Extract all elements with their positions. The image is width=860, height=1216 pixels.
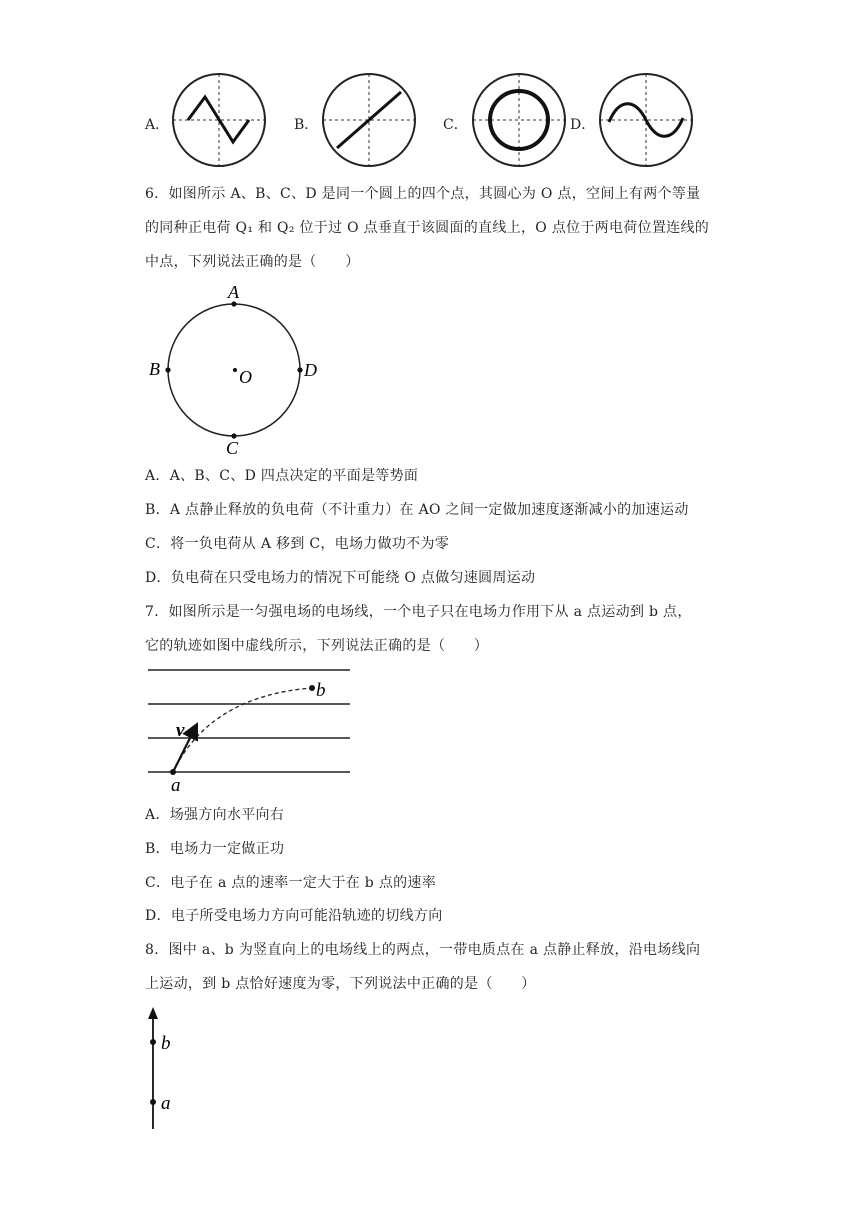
q8-label-b: b bbox=[161, 1033, 171, 1054]
q7-label-b: b bbox=[316, 680, 326, 701]
q7-option-d: D．电子所受电场力方向可能沿轨迹的切线方向 bbox=[145, 908, 443, 924]
q6-label-o: O bbox=[239, 367, 252, 387]
q6-option-a: A．A、B、C、D 四点决定的平面是等势面 bbox=[145, 468, 419, 484]
q6-option-b: B．A 点静止释放的负电荷（不计重力）在 AO 之间一定做加速度逐渐减小的加速运动 bbox=[145, 502, 689, 518]
q6-circle-figure bbox=[140, 280, 340, 460]
q6-stem-line-1: 6．如图所示 A、B、C、D 是同一个圆上的四个点，其圆心为 O 点，空间上有两个等量 bbox=[145, 186, 701, 202]
q5-option-d-label: D． bbox=[570, 117, 596, 133]
q8-field-line-figure bbox=[140, 1005, 200, 1135]
q6-option-d: D．负电荷在只受电场力的情况下可能绕 O 点做匀速圆周运动 bbox=[145, 570, 536, 586]
q5-option-b-label: B． bbox=[294, 117, 319, 133]
q8-stem-line-2: 上运动，到 b 点恰好速度为零，下列说法中正确的是（ ） bbox=[145, 976, 536, 992]
q6-label-a: A bbox=[228, 282, 239, 302]
q5-option-a-label: A． bbox=[145, 117, 170, 133]
q7-stem-line-1: 7．如图所示是一匀强电场的电场线，一个电子只在电场力作用下从 a 点运动到 b 点， bbox=[145, 604, 692, 620]
q5-option-c-label: C． bbox=[443, 117, 468, 133]
q5-option-a-figure bbox=[170, 70, 270, 170]
q6-stem-line-3: 中点，下列说法正确的是（ ） bbox=[145, 254, 360, 270]
q6-label-d: D bbox=[304, 360, 317, 380]
q7-option-a: A．场强方向水平向右 bbox=[145, 807, 285, 823]
q7-option-c: C．电子在 a 点的速率一定大于在 b 点的速率 bbox=[145, 875, 437, 891]
q7-field-figure bbox=[140, 660, 360, 800]
q6-label-b: B bbox=[149, 359, 160, 379]
q6-stem-line-2: 的同种正电荷 Q₁ 和 Q₂ 位于过 O 点垂直于该圆面的直线上，O 点位于两电荷位置连线的 bbox=[145, 220, 710, 236]
q8-stem-line-1: 8．图中 a、b 为竖直向上的电场线上的两点，一带电质点在 a 点静止释放，沿电场线向 bbox=[145, 942, 701, 958]
q6-option-c: C．将一负电荷从 A 移到 C，电场力做功不为零 bbox=[145, 536, 450, 552]
q5-option-c-figure bbox=[470, 70, 570, 170]
q7-option-b: B．电场力一定做正功 bbox=[145, 841, 285, 857]
q7-label-v: v bbox=[176, 720, 185, 741]
q5-option-b-figure bbox=[320, 70, 420, 170]
q5-option-d-figure bbox=[597, 70, 697, 170]
q8-label-a: a bbox=[161, 1093, 171, 1114]
q7-label-a: a bbox=[171, 775, 181, 796]
q6-label-c: C bbox=[226, 438, 239, 458]
q7-stem-line-2: 它的轨迹如图中虚线所示，下列说法正确的是（ ） bbox=[145, 638, 489, 654]
